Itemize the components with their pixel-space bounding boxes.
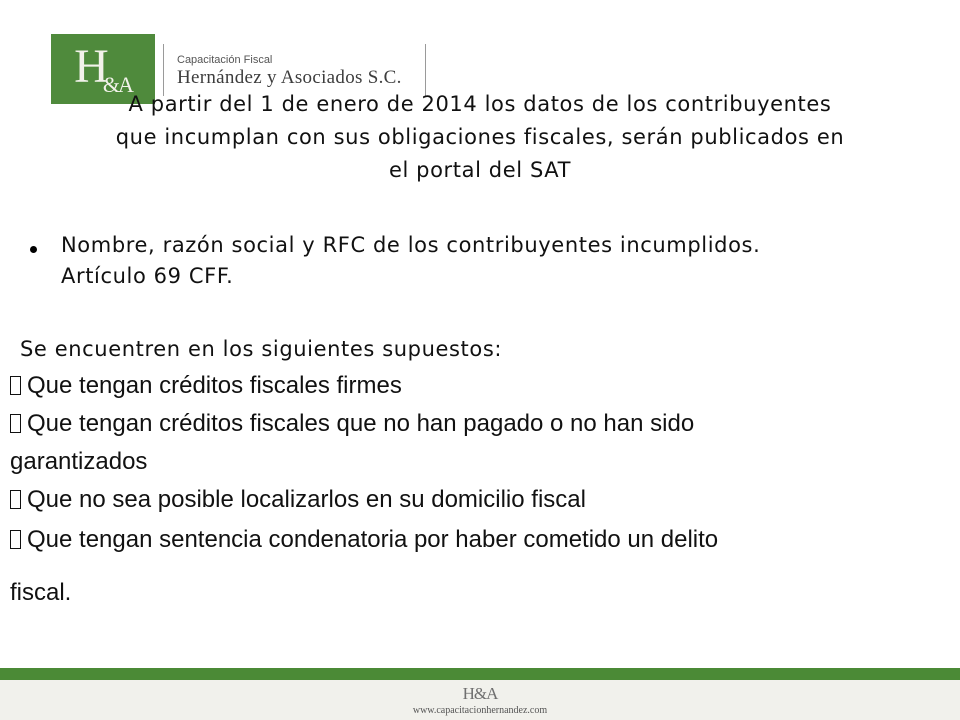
bullet-dot: [30, 246, 37, 253]
logo-monogram: $H_{\&A}$: [74, 39, 132, 97]
bullet-line-2: Artículo 69 CFF.: [61, 264, 234, 288]
footer-green-band: [0, 668, 960, 680]
headline-line-2: que incumplan con sus obligaciones fiscales, serán publicados en: [115, 125, 845, 149]
headline-line-3: el portal del SAT: [388, 158, 572, 182]
bullet-line-1: Nombre, razón social y RFC de los contribuyentes incumplidos.: [61, 233, 761, 257]
checkbox-glyph-icon: [10, 490, 21, 509]
logo-subtitle: Capacitación Fiscal: [177, 54, 273, 66]
supuesto-item-4-continuation: fiscal.: [10, 579, 72, 606]
footer-website-url: www.capacitacionhernandez.com: [412, 705, 548, 716]
bullet-text: [61, 230, 951, 292]
supuesto-item-1: Que tengan créditos fiscales firmes: [10, 367, 402, 404]
checkbox-glyph-icon: [10, 530, 21, 549]
supuestos-intro: Se encuentren en los siguientes supuestos:: [20, 337, 503, 361]
checkbox-glyph-icon: [10, 376, 21, 395]
headline: [0, 88, 960, 187]
logo-company-name: Hernández y Asociados S.C.: [177, 67, 402, 88]
supuesto-item-4: Que tengan sentencia condenatoria por haber cometido un delito: [10, 521, 718, 558]
footer-logo-mark: H&A: [462, 684, 498, 703]
supuesto-item-2: Que tengan créditos fiscales que no han pagado o no han sido: [10, 405, 694, 442]
checkbox-glyph-icon: [10, 414, 21, 433]
supuesto-item-2-continuation: garantizados: [10, 448, 148, 475]
headline-line-1: A partir del 1 de enero de 2014 los datos de los contribuyentes: [128, 92, 832, 116]
supuesto-item-3: Que no sea posible localizarlos en su domicilio fiscal: [10, 481, 586, 518]
